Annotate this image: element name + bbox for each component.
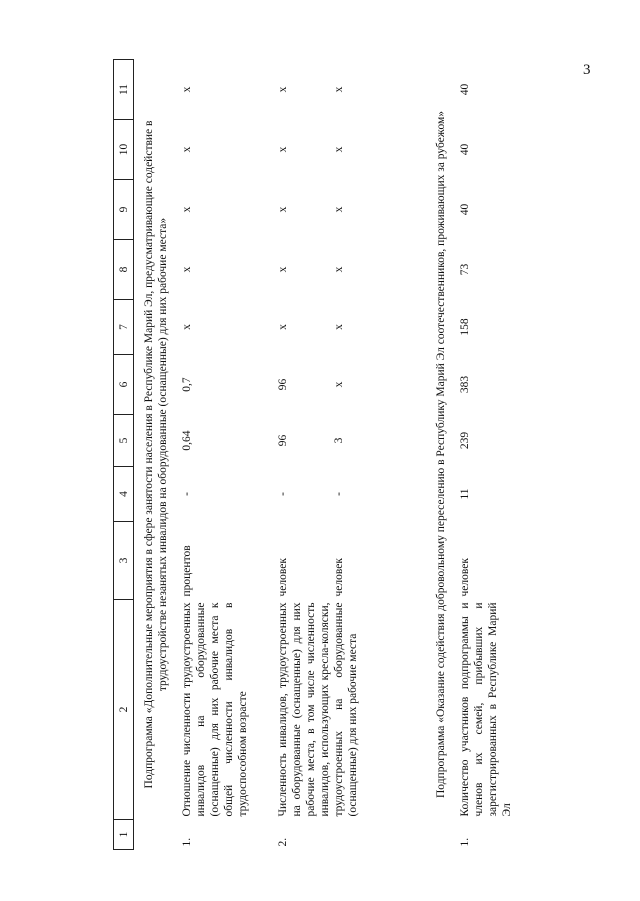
indicator-name: Отношение численности трудоустроенных инвалидов на оборудованные (оснащенные) для них рабочие места к общей численности инвалидов в трудоспособном возрасте xyxy=(181,602,249,817)
table-row xyxy=(454,60,522,850)
indicator-name: Количество участников подпрограммы и членов их семей, прибывших и зарегистрированных в Республике Марий Эл xyxy=(459,602,513,817)
page-number: 3 xyxy=(583,62,591,78)
row-number: 1. xyxy=(181,837,193,847)
section-heading-row xyxy=(134,60,177,850)
value-cell: x x xyxy=(277,206,345,213)
column-header: 3 xyxy=(114,522,134,600)
indicator-name xyxy=(272,600,426,820)
column-header: 7 xyxy=(114,300,134,355)
value-cell: 73 xyxy=(459,263,471,276)
column-header: 11 xyxy=(114,60,134,120)
value-cell: 11 xyxy=(459,488,471,500)
subprogram-2-title: Подпрограмма «Оказание содействия добровольному переселению в Республику Марий Эл соотечественников, проживающих за рубежом» xyxy=(435,111,447,799)
column-header: 5 xyxy=(114,415,134,467)
column-header: 4 xyxy=(114,467,134,522)
table-row xyxy=(176,60,272,850)
indicator-name-main: Численность инвалидов, трудоустроенных на оборудованные (оснащенные) для них рабочие места, xyxy=(277,602,317,817)
value-cell: 383 xyxy=(459,375,471,394)
table-row xyxy=(272,60,426,850)
row-number: 2. xyxy=(277,837,289,847)
value-cell: 40 xyxy=(459,203,471,216)
value-cell: x x xyxy=(277,146,345,153)
unit-of-measure xyxy=(272,522,426,600)
value-cell: x x xyxy=(277,266,345,273)
value-cell: 96 3 xyxy=(277,434,345,447)
value-cell: 40 xyxy=(459,143,471,156)
indicator-name-sub: в том числе численность инвалидов, использующих кресла-коляски, трудоустроенных на оборудованные (оснащенные) для них рабочие места xyxy=(305,602,359,817)
row-number: 1. xyxy=(459,837,471,847)
value-cell: 40 xyxy=(459,83,471,96)
unit-of-measure: человек xyxy=(459,558,471,597)
value-cell: 96 x xyxy=(277,378,345,391)
column-header: 6 xyxy=(114,355,134,415)
section-heading-row xyxy=(426,60,454,850)
value-cell: - - xyxy=(277,492,345,496)
value-cell: x xyxy=(181,266,193,273)
value-cell: 239 xyxy=(459,431,471,450)
unit-main: человек xyxy=(277,558,289,597)
value-cell: x xyxy=(181,324,193,330)
value-cell: x x xyxy=(277,324,345,330)
column-header: 8 xyxy=(114,240,134,300)
value-cell: 0,64 xyxy=(181,430,193,451)
column-header: 10 xyxy=(114,120,134,180)
table-header-row xyxy=(114,60,134,850)
column-header: 1 xyxy=(114,820,134,850)
value-cell: - xyxy=(181,492,193,496)
indicators-table xyxy=(113,59,522,850)
column-header: 2 xyxy=(114,600,134,820)
value-cell: x xyxy=(181,86,193,93)
value-cell: x xyxy=(181,206,193,213)
subprogram-1-title: Подпрограмма «Дополнительные мероприятия в сфере занятости населения в Республике Марий Эл, предусматривающие содействие в трудоустройстве незанятых инвалидов на оборудованные (оснащенные) для них рабочие места» xyxy=(143,120,169,789)
rotated-table-sheet xyxy=(113,60,616,850)
column-header: 9 xyxy=(114,180,134,240)
value-cell: 0,7 xyxy=(181,377,193,392)
value-cell: x x xyxy=(277,86,345,93)
unit-of-measure: процентов xyxy=(181,545,193,597)
value-cell: 158 xyxy=(459,318,471,336)
value-cell: x xyxy=(181,146,193,153)
unit-sub: человек xyxy=(333,558,345,597)
